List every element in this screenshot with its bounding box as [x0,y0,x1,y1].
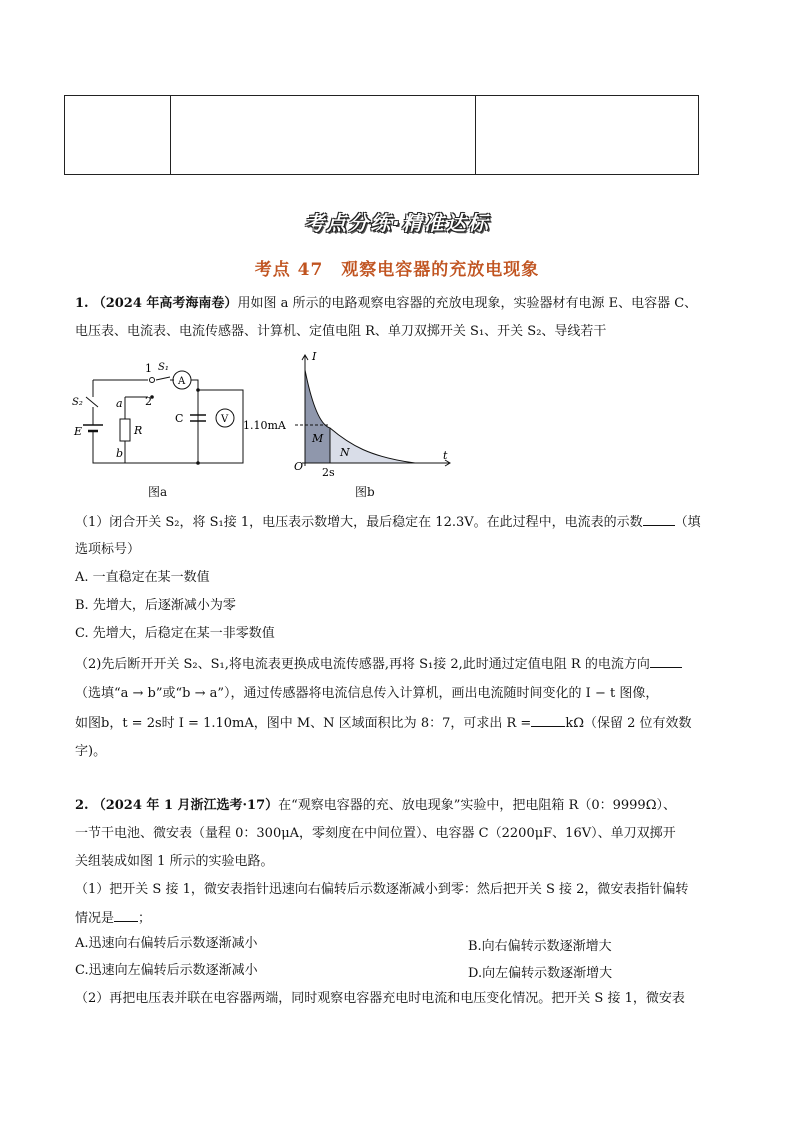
figure-b-caption: 图b [355,485,375,499]
q2-part1-text-tail: ； [138,911,152,926]
section-title: 考点 47 观察电容器的充放电现象 [254,260,540,280]
fig-a-label-b: b [116,447,124,460]
q1-intro-line1 [75,295,725,313]
fig-a-label-e: E [74,425,83,438]
answer-blank[interactable] [114,909,138,922]
q1-option-b: B. 先增大，后逐渐减小为零 [75,598,236,613]
q2-option-a: A.迅速向右偏转后示数逐渐减小 [75,936,258,951]
q2-option-row-2 [75,962,725,980]
q1-part1-line2: 选项标号） [75,542,141,557]
q2-option-d: D.向左偏转示数逐渐增大 [468,966,613,981]
q2-option-b: B.向右偏转示数逐渐增大 [468,939,612,954]
fig-a-label-s2: S₂ [72,397,83,408]
q1-part1-line1 [75,513,725,532]
q1-part2-line4: 字)。 [75,744,107,759]
q2-part2-line1: （2）再把电压表并联在电容器两端，同时观察电容器充电时电流和电压变化情况。把开关 S 接 1，微安表 [75,991,685,1006]
figure-b-graph [240,350,460,480]
q1-option-c: C. 先增大，后稳定在某一非零数值 [75,626,275,641]
q2-option-c: C.迅速向左偏转后示数逐渐减小 [75,963,258,978]
fig-a-label-s1: S₁ [158,362,169,373]
q1-intro-text: 用如图 a 所示的电路观察电容器的充放电现象，实验器材有电源 E、电容器 C、 [237,296,698,311]
fig-a-label-1: 1 [145,362,152,375]
fig-b-origin: O [294,460,304,473]
answer-blank[interactable] [531,714,565,727]
q2-intro-line2: 一节干电池、微安表（量程 0：300μA，零刻度在中间位置）、电容器 C（2200μF、16V）、单刀双掷开 [75,826,676,841]
fig-b-axis-i: I [312,350,317,363]
fig-b-region-m: M [312,432,324,445]
fig-a-label-c: C [175,412,184,425]
q2-source: （2024 年 1 月浙江选考·17） [92,798,279,813]
q1-part2-line2: （选填“a → b”或“b → a”），通过传感器将电流信息传入计算机，画出电流随时间变化的 I − t 图像， [75,686,659,701]
q2-option-row-1 [75,935,725,953]
fig-b-region-n: N [340,446,350,459]
header-table-cell-3 [475,95,699,175]
voltmeter-icon: V [221,414,229,425]
section-banner: 考点分练·精准达标 [304,211,490,235]
header-table-cell-2 [169,95,476,175]
answer-blank[interactable] [650,655,682,668]
q1-part2-text-3-tail: kΩ（保留 2 位有效数 [565,716,692,731]
q2-intro-text: 在“观察电容器的充、放电现象”实验中，把电阻箱 R（0：9999Ω）、 [278,798,676,813]
q2-intro-line1 [75,797,725,815]
fig-b-axis-t: t [443,449,448,462]
q2-part1-line1: （1）把开关 S 接 1，微安表指针迅速向右偏转后示数逐渐减小到零：然后把开关 S 接 2，微安表指针偏转 [75,882,689,897]
q2-intro-line3: 关组装成如图 1 所示的实验电路。 [75,854,274,869]
q2-part1-text: 情况是 [75,911,115,926]
q1-part2-line1 [75,655,725,674]
q1-part2-text-3: 如图b，t = 2s时 I = 1.10mA，图中 M、N 区域面积比为 8：7，可求出 R = [75,716,532,731]
q1-part2-line3 [75,714,725,733]
q2-part1-line2 [75,909,725,928]
q1-part1-text: （1）闭合开关 S₂，将 S₁接 1，电压表示数增大，最后稳定在 12.3V。在此过程中，电流表的示数 [75,515,643,530]
fig-b-time-label: 2s [322,466,335,479]
ammeter-icon: A [178,376,186,387]
fig-a-label-r: R [134,424,143,437]
fig-a-label-2: 2 [145,395,152,408]
q2-number: 2. [75,798,89,813]
header-table-cell-1 [64,95,171,175]
q1-number: 1. [75,296,89,311]
q1-part1-text-tail: （填 [674,515,701,530]
figure-a-circuit [68,355,248,495]
fig-b-current-label: 1.10mA [243,419,286,432]
q1-intro-line2: 电压表、电流表、电流传感器、计算机、定值电阻 R、单刀双掷开关 S₁、开关 S₂、导线若干 [75,324,607,339]
figure-a-caption: 图a [148,485,168,499]
fig-a-label-a: a [116,397,123,410]
q1-option-a: A. 一直稳定在某一数值 [75,570,210,585]
q1-source: （2024 年高考海南卷） [92,296,238,311]
q1-part2-text: （2)先后断开开关 S₂、S₁,将电流表更换成电流传感器,再将 S₁接 2,此时通过定值电阻 R 的电流方向 [75,657,650,672]
answer-blank[interactable] [643,513,675,526]
